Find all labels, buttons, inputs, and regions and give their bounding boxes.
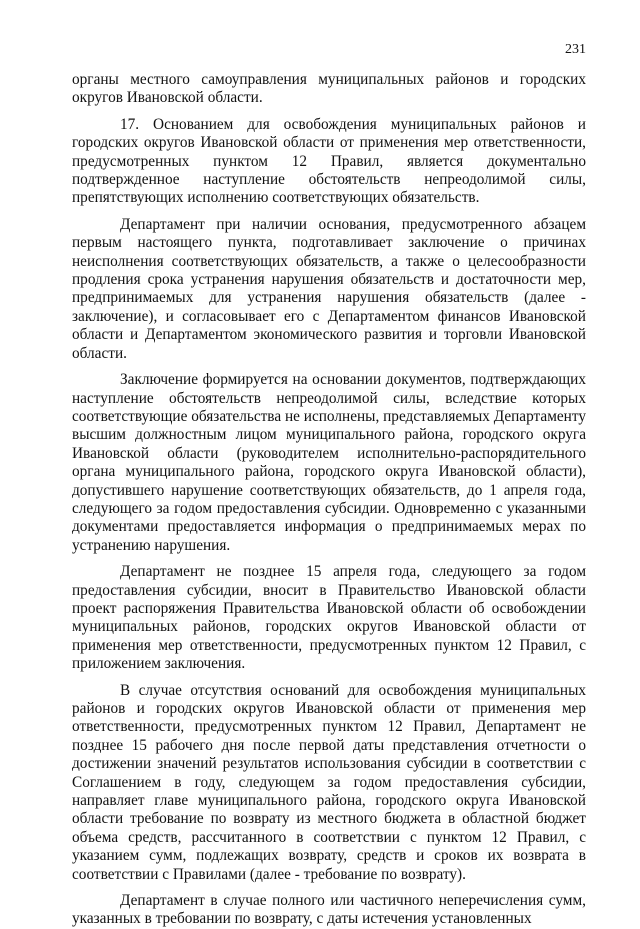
paragraph-1: органы местного самоуправления муниципальных районов и городских округов Ивановской области. bbox=[72, 71, 586, 107]
paragraph-2: 17. Основанием для освобождения муниципальных районов и городских округов Ивановской области от применения мер ответственности, предусмотренных пунктом 12 Правил, является документально подтвержденное наступление обстоятельств непреодолимой силы, препятствующих исполнению соответствующих обязательств. bbox=[72, 115, 586, 207]
paragraph-6: В случае отсутствия оснований для освобождения муниципальных районов и городских округов Ивановской области от применения мер ответственности, предусмотренных пунктом 12 Правил, Департамент не позднее 15 рабочего дня после первой даты представления отчетности о достижении значений результатов использования субсидии в соответствии с Соглашением в году, следующем за годом предоставления субсидии, направляет главе муниципального района, городского округа Ивановской области требование по возврату из местного бюджета в областной бюджет объема средств, рассчитанного в соответствии с пунктом 12 Правил, с указанием сумм, подлежащих возврату, средств и сроков их возврата в соответствии с Правилами (далее - требование по возврату). bbox=[72, 681, 586, 883]
paragraph-4: Заключение формируется на основании документов, подтверждающих наступление обстоятельств непреодолимой силы, вследствие которых соответствующие обязательства не исполнены, представляемых Департаменту высшим должностным лицом муниципального района, городского округа Ивановской области (руководителем исполнительно-распорядительного органа муниципального района, городского округа Ивановской области), допустившего нарушение соответствующих обязательств, до 1 апреля года, следующего за годом предоставления субсидии. Одновременно с указанными документами предоставляется информация о предпринимаемых мерах по устранению нарушения. bbox=[72, 371, 586, 554]
paragraph-5: Департамент не позднее 15 апреля года, следующего за годом предоставления субсидии, вносит в Правительство Ивановской области проект распоряжения Правительства Ивановской области об освобождении муниципальных районов, городских округов Ивановской области от применения мер ответственности, предусмотренных пунктом 12 Правил, с приложением заключения. bbox=[72, 563, 586, 673]
document-body bbox=[72, 71, 586, 929]
page-number: 231 bbox=[565, 42, 586, 57]
paragraph-7: Департамент в случае полного или частичного неперечисления сумм, указанных в требовании по возврату, с даты истечения установленных bbox=[72, 892, 586, 928]
paragraph-3: Департамент при наличии основания, предусмотренного абзацем первым настоящего пункта, подготавливает заключение о причинах неисполнения соответствующих обязательств, а также о целесообразности продления срока устранения нарушения обязательств и достаточности мер, предпринимаемых для устранения нарушения обязательств (далее - заключение), и согласовывает его с Департаментом финансов Ивановской области и Департаментом экономического развития и торговли Ивановской области. bbox=[72, 215, 586, 362]
